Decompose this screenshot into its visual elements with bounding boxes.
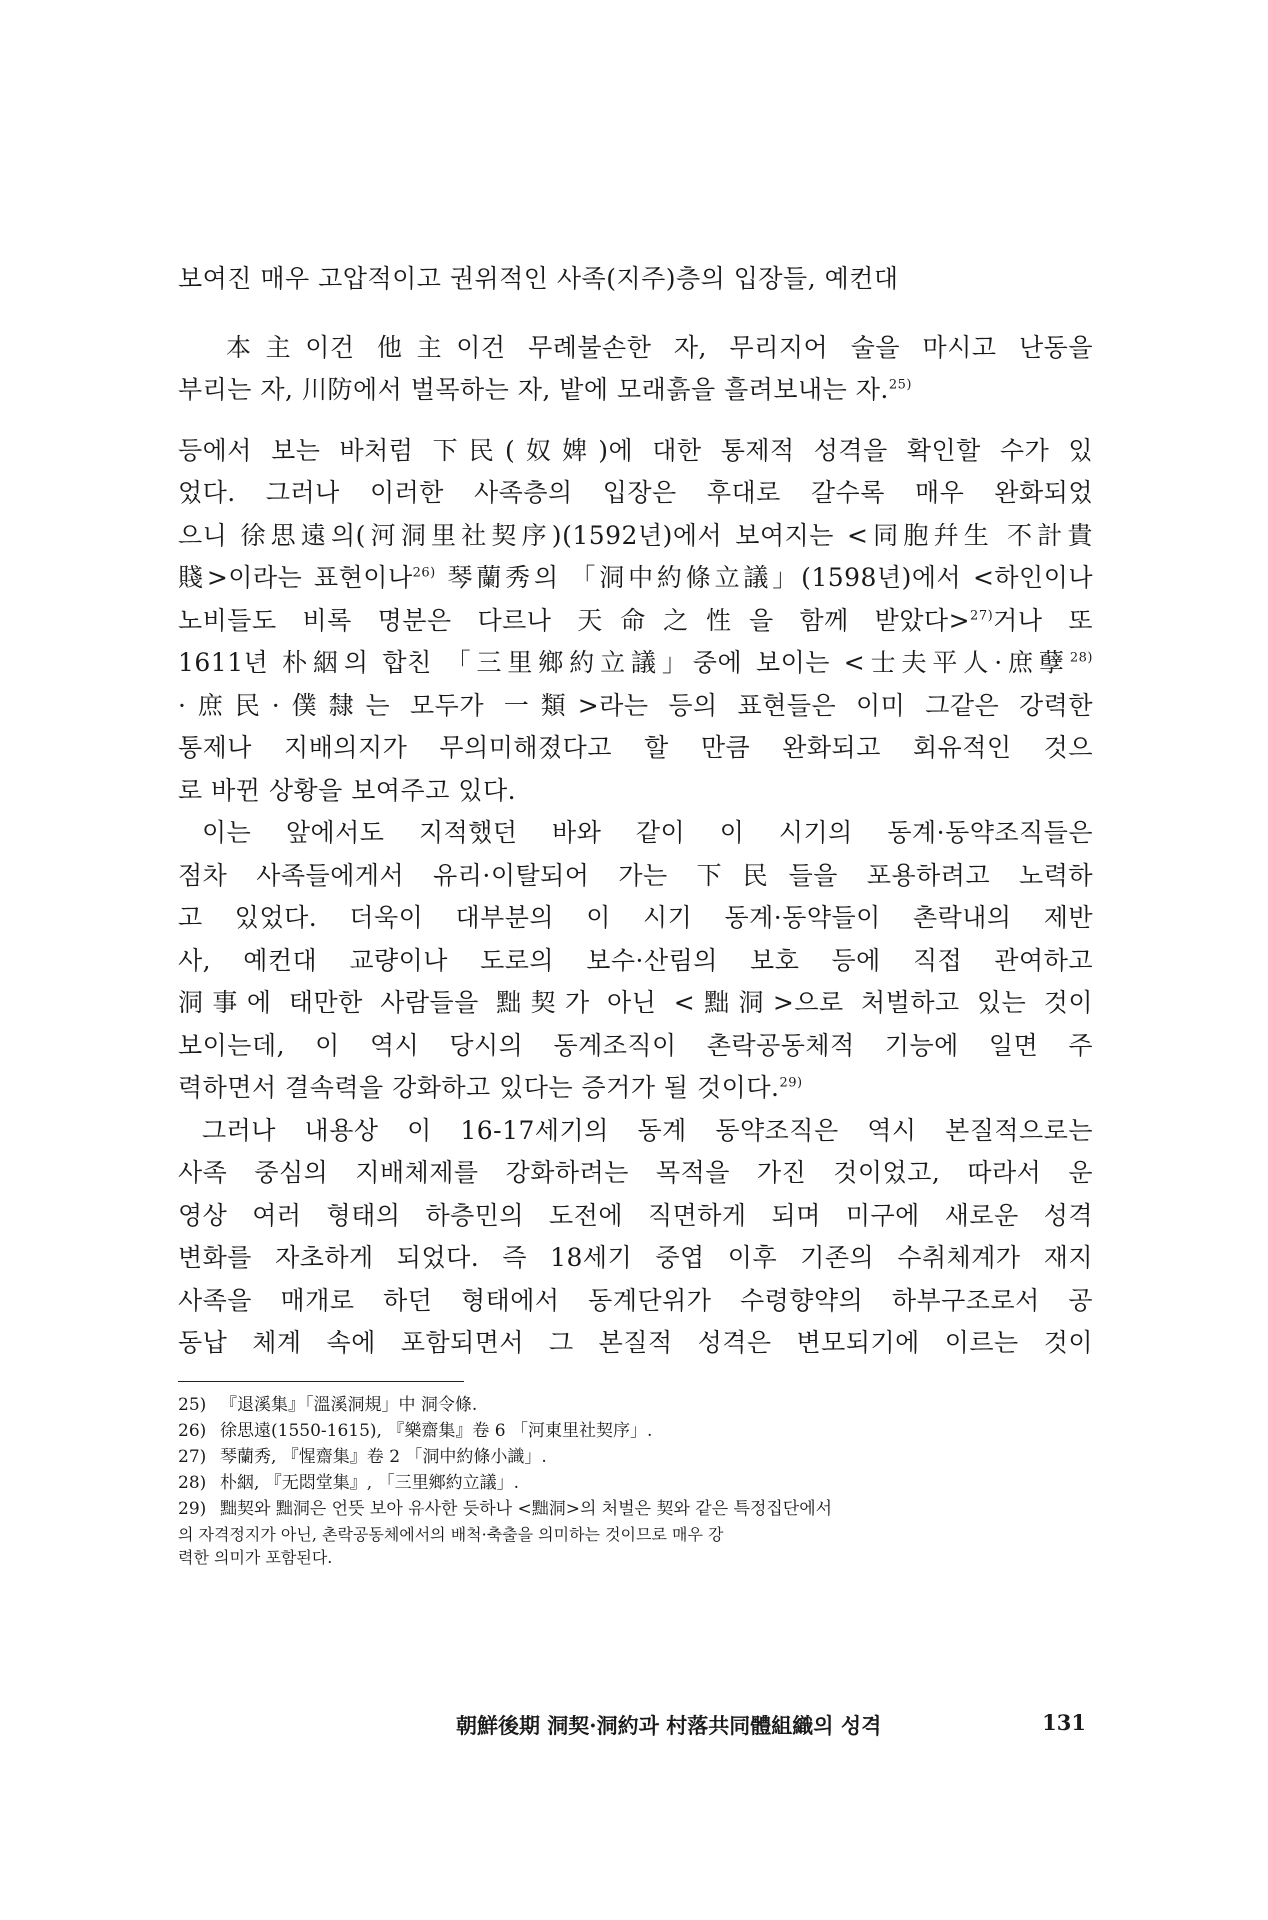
running-footer bbox=[456, 1710, 1086, 1740]
footnote-ref: 26) bbox=[412, 565, 436, 581]
text-line: 등에서 보는 바처럼 下民(奴婢)에 대한 통제적 성격을 확인할 수가 있 bbox=[178, 435, 1093, 465]
block-quote bbox=[178, 327, 1093, 412]
footnote-ref: 28) bbox=[1069, 650, 1093, 666]
text-line: 1611년 朴絪의 합친 「三里鄉約立議」중에 보이는 <士夫平人·庶孽$^{28)}$ bbox=[178, 648, 1093, 677]
running-title: 朝鮮後期 洞契·洞約과 村落共同體組織의 성격 bbox=[456, 1713, 882, 1738]
paragraph-3 bbox=[178, 1110, 1093, 1365]
footnote: 27) 琴蘭秀, 『惺齋集』卷 2 「洞中約條小識」. bbox=[178, 1446, 547, 1467]
footnote-ref: 25) bbox=[888, 377, 912, 393]
text-line: 사족 중심의 지배체제를 강화하려는 목적을 가진 것이었고, 따라서 운 bbox=[178, 1158, 1093, 1187]
text-line: 통제나 지배의지가 무의미해졌다고 할 만큼 완화되고 회유적인 것으 bbox=[178, 733, 1093, 762]
text-line: 영상 여러 형태의 하층민의 도전에 직면하게 되며 미구에 새로운 성격 bbox=[178, 1200, 1093, 1230]
text-line: 사, 예컨대 교량이나 도로의 보수·산림의 보호 등에 직접 관여하고 bbox=[178, 945, 1093, 975]
footnote-continuation: 의 자격정지가 아닌, 촌락공동체에서의 배척·축출을 의미하는 것이므로 매우 강 bbox=[178, 1524, 724, 1544]
page-number: 131 bbox=[1042, 1710, 1086, 1735]
text-line: 으니 徐思遠의(河洞里社契序)(1592년)에서 보여지는 <同胞幷生 不計貴 bbox=[178, 520, 1093, 550]
quote-line: 本主이건 他主이건 무례불손한 자, 무리지어 술을 마시고 난동을 bbox=[226, 332, 1093, 362]
text-line: 그러나 내용상 이 16-17세기의 동계 동약조직은 역시 본질적으로는 bbox=[202, 1115, 1093, 1145]
text-line: 었다. 그러나 이러한 사족층의 입장은 후대로 갈수록 매우 완화되었 bbox=[178, 478, 1093, 507]
footnotes bbox=[178, 1392, 1093, 1568]
text-line: 점차 사족들에게서 유리·이탈되어 가는 下民들을 포용하려고 노력하 bbox=[178, 860, 1093, 890]
text-line: 보이는데, 이 역시 당시의 동계조직이 촌락공동체적 기능에 일면 주 bbox=[178, 1030, 1093, 1060]
footnote-continuation: 력한 의미가 포함된다. bbox=[178, 1547, 333, 1567]
footnote: 29) 黜契와 黜洞은 언뜻 보아 유사한 듯하나 <黜洞>의 처벌은 契와 같은 특정집단에서 bbox=[178, 1498, 833, 1519]
text-line: 賤>이라는 표현이나$^{26)}$ 琴蘭秀의 「洞中約條立議」(1598년)에서 <하인이나 bbox=[178, 563, 1093, 592]
paragraph-1 bbox=[178, 430, 1093, 813]
footnote-divider bbox=[178, 1381, 464, 1382]
quote-line: 부리는 자, 川防에서 벌목하는 자, 밭에 모래흙을 흘려보내는 자.$^{25)}$ bbox=[178, 375, 912, 404]
footnote-ref: 29) bbox=[779, 1075, 803, 1091]
text-line: 사족을 매개로 하던 형태에서 동계단위가 수령향약의 하부구조로서 공 bbox=[178, 1285, 1093, 1315]
text-line: 洞事에 태만한 사람들을 黜契가 아닌 <黜洞>으로 처벌하고 있는 것이 bbox=[178, 988, 1093, 1017]
text-line: 변화를 자초하게 되었다. 즉 18세기 중엽 이후 기존의 수취체계가 재지 bbox=[178, 1243, 1093, 1272]
footnote: 26) 徐思遠(1550-1615), 『樂齋集』卷 6 「河東里社契序」. bbox=[178, 1420, 653, 1441]
text-line: 동납 체계 속에 포함되면서 그 본질적 성격은 변모되기에 이르는 것이 bbox=[178, 1328, 1093, 1357]
text-line: ·庶民·僕隸는 모두가 一類>라는 등의 표현들은 이미 그같은 강력한 bbox=[178, 690, 1093, 720]
text-line: 노비들도 비록 명분은 다르나 天命之性을 함께 받았다>$^{27)}$거나 또 bbox=[178, 605, 1093, 635]
page-body bbox=[178, 258, 1093, 1568]
text-line: 보여진 매우 고압적이고 권위적인 사족(지주)층의 입장들, 예컨대 bbox=[178, 264, 899, 293]
footnote-ref: 27) bbox=[970, 608, 994, 624]
text-line: 이는 앞에서도 지적했던 바와 같이 이 시기의 동계·동약조직들은 bbox=[202, 818, 1093, 847]
paragraph-2 bbox=[178, 812, 1093, 1110]
footnote: 28) 朴絪, 『无悶堂集』, 「三里鄉約立議」. bbox=[178, 1472, 520, 1493]
footnote: 25) 『退溪集』「溫溪洞規」中 洞令條. bbox=[178, 1394, 478, 1415]
text-line: 로 바뀐 상황을 보여주고 있다. bbox=[178, 775, 517, 805]
text-line: 고 있었다. 더욱이 대부분의 이 시기 동계·동약들이 촌락내의 제반 bbox=[178, 903, 1093, 932]
text-line: 력하면서 결속력을 강화하고 있다는 증거가 될 것이다.$^{29)}$ bbox=[178, 1073, 803, 1102]
